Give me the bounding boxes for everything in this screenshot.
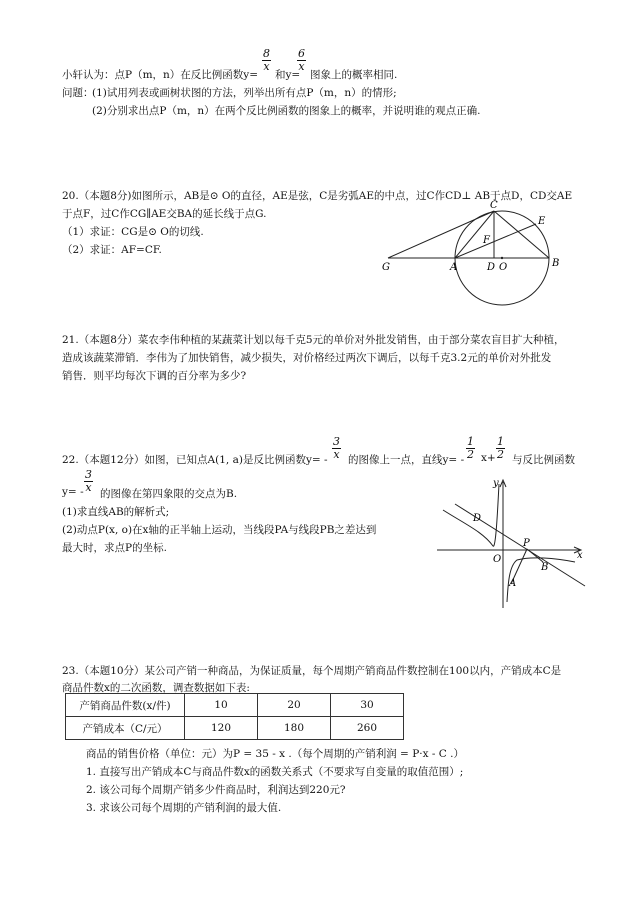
q19-question-label: 问题： <box>62 87 94 99</box>
q22-text-d: 与反比例函数 <box>512 454 575 466</box>
q23-item1: 1. 直接写出产销成本C与商品件数x的函数关系式（不要求写自变量的取值范围）; <box>86 766 464 778</box>
table-cell: 180 <box>258 717 331 740</box>
q21-line3: 销售．则平均每次下调的百分率为多少? <box>62 370 247 382</box>
label-o: O <box>493 554 502 565</box>
label-b: B <box>552 258 560 269</box>
fraction-6-over-x: $\frac{6}{x}$ <box>298 47 305 73</box>
q20-part1: （1）求证：CG是⊙ O的切线. <box>62 226 204 238</box>
table-cell: 260 <box>331 717 404 740</box>
q19-part1: (1)试用列表或画树状图的方法，列举出所有点P（m，n）的情形; <box>92 87 397 99</box>
label-d: D <box>487 262 496 273</box>
fraction-1-over-2-b: $\frac{1}{2}$ <box>497 435 504 461</box>
label-d: D <box>473 513 482 524</box>
table-row <box>66 694 404 717</box>
fraction-3-over-x-b: $\frac{3}{x}$ <box>85 468 92 494</box>
q23-price-line: 商品的销售价格（单位：元）为P = 35 - x .（每个周期的产销利润 = P·x - C .） <box>86 748 464 760</box>
fraction-1-over-2-a: $\frac{1}{2}$ <box>467 435 474 461</box>
label-y: y <box>493 478 499 489</box>
q23-line2: 商品件数x的二次函数，调查数据如下表: <box>62 682 250 694</box>
label-f: F <box>483 235 490 246</box>
q19-claim-c: 图象上的概率相同. <box>310 69 398 81</box>
q22-part2b: 最大时，求点P的坐标. <box>62 542 167 554</box>
label-g: G <box>382 262 390 273</box>
q22-part1: (1)求直线AB的解析式; <box>62 506 170 518</box>
q20-part2: （2）求证：AF=CF. <box>62 244 162 256</box>
q19-part2: (2)分别求出点P（m，n）在两个反比例函数的图象上的概率，并说明谁的观点正确. <box>92 105 481 117</box>
hyperbola-branch-2 <box>443 484 499 546</box>
q23-line1: 23.（本题10分）某公司产销一种商品，为保证质量，每个周期产销商品件数控制在100以内，产销成本C是 <box>62 665 562 677</box>
function-graph-figure <box>435 474 590 610</box>
q22-text-f: 的图像在第四象限的交点为B. <box>100 488 238 500</box>
q22-part2a: (2)动点P(x, o)在x轴的正半轴上运动，当线段PA与线段PB之差达到 <box>62 524 377 536</box>
q20-line2: 于点F，过C作CG∥AE交BA的延长线于点G. <box>62 208 267 220</box>
table-cell: 10 <box>185 694 258 717</box>
q20-line1: 20.（本题8分)如图所示，AB是⊙ O的直径，AE是弦，C是劣弧AE的中点，过C作CD⊥ AB于点D，CD交AE <box>62 190 573 202</box>
label-c: C <box>490 200 498 211</box>
q22-text-b: 的图像上一点，直线y= - <box>348 454 465 466</box>
segment-pb <box>527 549 543 562</box>
label-a: A <box>509 578 517 589</box>
center-point <box>501 257 503 259</box>
table-row-header: 产销成本（C/元） <box>66 717 185 740</box>
q21-line2: 造成该蔬菜滞销．李伟为了加快销售，减少损失，对价格经过两次下调后，以每千克3.2元的单价对外批发 <box>62 352 552 364</box>
q22-text-a: 22.（本题12分）如图，已知点A(1, a)是反比例函数y= - <box>62 454 328 466</box>
table-cell: 120 <box>185 717 258 740</box>
q21-line1: 21.（本题8分）菜农李伟种植的某蔬菜计划以每千克5元的单价对外批发销售，由于部分菜农盲目扩大种植， <box>62 334 565 346</box>
label-p: P <box>523 538 530 549</box>
fraction-3-over-x-a: $\frac{3}{x}$ <box>333 435 340 461</box>
label-o: O <box>499 262 508 273</box>
circle-geometry-figure <box>370 198 570 310</box>
table-cell: 20 <box>258 694 331 717</box>
table-row-header: 产销商品件数(x/件) <box>66 694 185 717</box>
chord-ae <box>455 224 536 258</box>
q19-claim-a: 小轩认为：点P（m，n）在反比例函数y= <box>62 69 259 81</box>
line-gc <box>388 211 494 258</box>
label-x: x <box>577 550 583 561</box>
label-e: E <box>538 216 546 227</box>
label-a: A <box>450 262 458 273</box>
q22-text-c: x+ <box>481 452 496 464</box>
label-b: B <box>541 562 549 573</box>
table-cell: 30 <box>331 694 404 717</box>
q23-item2: 2. 该公司每个周期产销多少件商品时，利润达到220元? <box>86 784 346 796</box>
q22-text-e: y= - <box>62 486 84 498</box>
q19-claim-b: 和y= <box>275 69 301 81</box>
cost-data-table <box>65 693 404 740</box>
table-row <box>66 717 404 740</box>
q23-item3: 3. 求该公司每个周期的产销利润的最大值. <box>86 802 282 814</box>
fraction-8-over-x: $\frac{8}{x}$ <box>263 47 270 73</box>
